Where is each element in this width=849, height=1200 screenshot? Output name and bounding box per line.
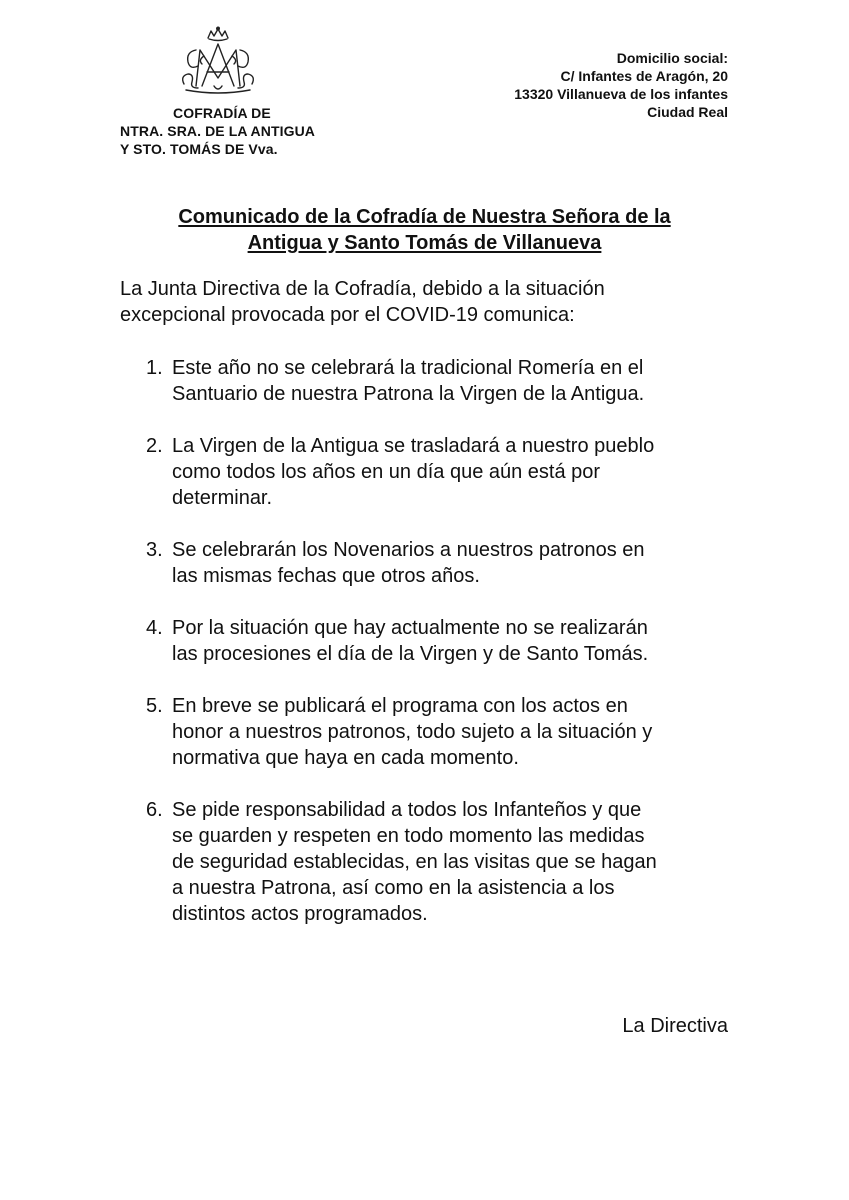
address-city: 13320 Villanueva de los infantes bbox=[514, 86, 728, 102]
signature: La Directiva bbox=[622, 1015, 728, 1037]
item-line: Este año no se celebrará la tradicional Romería en el bbox=[172, 357, 644, 379]
item-line: Se pide responsabilidad a todos los Infanteños y que bbox=[172, 799, 642, 821]
item-line: La Virgen de la Antigua se trasladará a nuestro pueblo bbox=[172, 435, 655, 457]
item-line: distintos actos programados. bbox=[172, 903, 428, 925]
item-number: 3. bbox=[146, 539, 163, 561]
list-item bbox=[146, 355, 746, 407]
title-line: Comunicado de la Cofradía de Nuestra Señora de la bbox=[178, 206, 671, 228]
intro-line: La Junta Directiva de la Cofradía, debido a la situación bbox=[120, 278, 605, 300]
org-name-block bbox=[120, 104, 360, 158]
address-province: Ciudad Real bbox=[647, 104, 728, 120]
item-line: honor a nuestros patronos, todo sujeto a la situación y bbox=[172, 721, 653, 743]
item-line: a nuestra Patrona, así como en la asistencia a los bbox=[172, 877, 615, 899]
org-name-line: NTRA. SRA. DE LA ANTIGUA bbox=[120, 123, 316, 139]
org-name-line: COFRADÍA DE bbox=[173, 105, 271, 121]
announcement-list bbox=[146, 355, 746, 953]
item-line: Se celebrarán los Novenarios a nuestros patronos en bbox=[172, 539, 645, 561]
org-name-line: Y STO. TOMÁS DE Vva. bbox=[120, 141, 278, 157]
item-line: se guarden y respeten en todo momento las medidas bbox=[172, 825, 645, 847]
item-number: 2. bbox=[146, 435, 163, 457]
intro-line: excepcional provocada por el COVID-19 comunica: bbox=[120, 304, 575, 326]
item-line: las procesiones el día de la Virgen y de Santo Tomás. bbox=[172, 643, 649, 665]
item-line: Santuario de nuestra Patrona la Virgen de la Antigua. bbox=[172, 383, 645, 405]
title-line: Antigua y Santo Tomás de Villanueva bbox=[247, 232, 602, 254]
item-number: 1. bbox=[146, 357, 163, 379]
item-line: determinar. bbox=[172, 487, 273, 509]
item-line: Por la situación que hay actualmente no se realizarán bbox=[172, 617, 648, 639]
list-item bbox=[146, 615, 746, 667]
item-line: de seguridad establecidas, en las visitas que se hagan bbox=[172, 851, 657, 873]
list-item bbox=[146, 537, 746, 589]
item-line: las mismas fechas que otros años. bbox=[172, 565, 480, 587]
item-line: En breve se publicará el programa con los actos en bbox=[172, 695, 628, 717]
item-number: 6. bbox=[146, 799, 163, 821]
list-item bbox=[146, 693, 746, 771]
address-block bbox=[514, 49, 728, 121]
item-number: 5. bbox=[146, 695, 163, 717]
document-title bbox=[0, 204, 849, 256]
item-line: como todos los años en un día que aún está por bbox=[172, 461, 601, 483]
address-street: C/ Infantes de Aragón, 20 bbox=[560, 68, 728, 84]
item-number: 4. bbox=[146, 617, 163, 639]
list-item bbox=[146, 433, 746, 511]
item-line: normativa que haya en cada momento. bbox=[172, 747, 519, 769]
intro-paragraph bbox=[120, 276, 740, 328]
list-item bbox=[146, 797, 746, 927]
marian-monogram-logo bbox=[176, 26, 260, 96]
address-label: Domicilio social: bbox=[616, 50, 728, 66]
